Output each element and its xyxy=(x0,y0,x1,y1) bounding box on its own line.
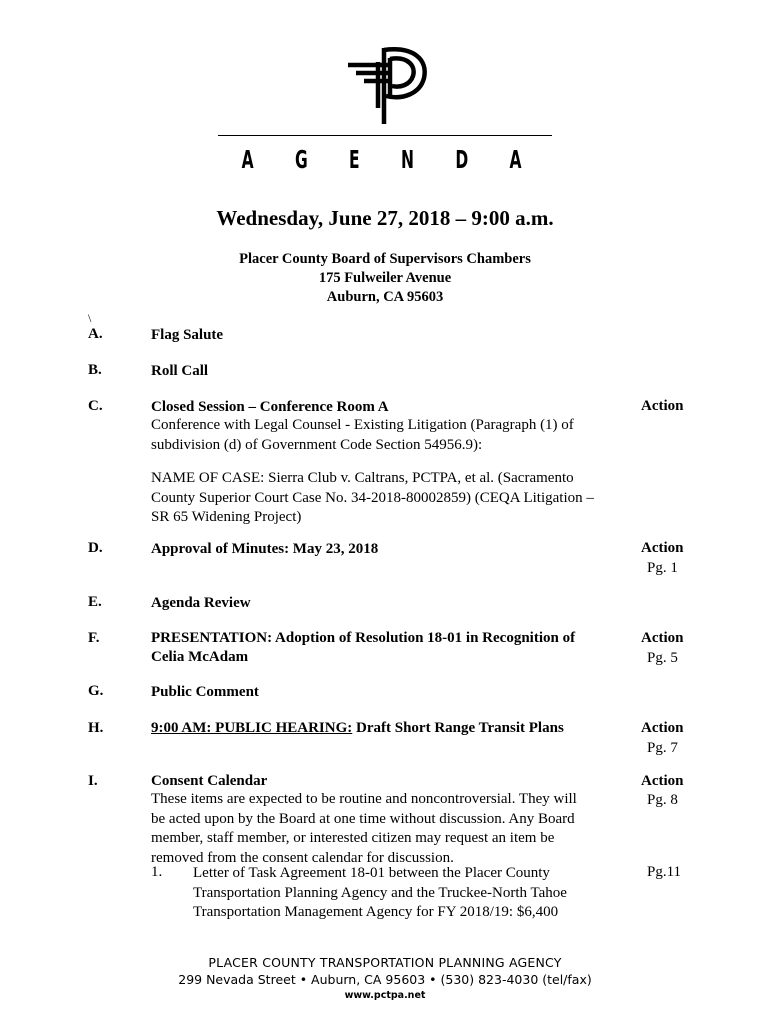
page-reference: Pg. 7 xyxy=(647,740,678,756)
meeting-venue xyxy=(0,250,770,307)
item-letter: H. xyxy=(88,720,104,736)
meeting-date: Wednesday, June 27, 2018 – 9:00 a.m. xyxy=(216,206,554,230)
sub-item-text xyxy=(193,864,613,923)
description-line: member, staff member, or interested citizen may request an item be xyxy=(151,830,555,847)
item-letter: I. xyxy=(88,773,98,789)
description-line: SR 65 Widening Project) xyxy=(151,509,302,526)
sub-item-line: Letter of Task Agreement 18-01 between the Placer County xyxy=(193,865,550,881)
description-line: NAME OF CASE: Sierra Club v. Caltrans, PCTPA, et al. (Sacramento xyxy=(151,470,574,486)
action-label: Action xyxy=(641,773,684,789)
header-rule xyxy=(218,135,552,136)
description-line: Conference with Legal Counsel - Existing Litigation (Paragraph (1) of xyxy=(151,417,574,433)
item-letter: F. xyxy=(88,630,100,646)
hearing-title: Draft Short Range Transit Plans xyxy=(352,720,564,736)
item-description xyxy=(151,416,621,455)
agenda-title: A G E N D A xyxy=(241,145,540,174)
footer-agency: PLACER COUNTY TRANSPORTATION PLANNING AGENCY xyxy=(208,955,562,970)
sub-item-line: Transportation Management Agency for FY 2018/19: $6,400 xyxy=(193,904,559,921)
description-line: removed from the consent calendar for discussion. xyxy=(151,849,454,866)
item-description xyxy=(151,790,621,868)
item-letter: E. xyxy=(88,594,102,610)
sub-item-line: Transportation Planning Agency and the Truckee-North Tahoe xyxy=(193,884,567,901)
description-line: County Superior Court Case No. 34-2018-80002859) (CEQA Litigation – xyxy=(151,489,594,506)
stray-mark: \ xyxy=(88,311,92,325)
title-line: Celia McAdam xyxy=(151,649,249,665)
pctpa-logo xyxy=(342,38,434,128)
action-label: Action xyxy=(641,630,684,646)
item-title: Consent Calendar xyxy=(151,773,268,789)
description-line: subdivision (d) of Government Code Section 54956.9): xyxy=(151,436,483,453)
item-title: Roll Call xyxy=(151,363,209,379)
item-letter: G. xyxy=(88,683,104,699)
description-line: These items are expected to be routine and noncontroversial. They will xyxy=(151,791,577,807)
sub-item-number: 1. xyxy=(151,864,163,880)
item-title: Approval of Minutes: May 23, 2018 xyxy=(151,541,379,557)
page-reference: Pg.11 xyxy=(647,864,682,880)
item-title: Agenda Review xyxy=(151,595,251,611)
item-letter: D. xyxy=(88,540,103,556)
footer-website: www.pctpa.net xyxy=(344,990,426,1001)
action-label: Action xyxy=(641,398,684,414)
page-reference: Pg. 8 xyxy=(647,792,678,808)
item-title xyxy=(151,629,575,667)
item-title: Flag Salute xyxy=(151,327,224,343)
item-letter: C. xyxy=(88,398,103,414)
title-line: PRESENTATION: Adoption of Resolution 18-01 in Recognition of xyxy=(151,630,576,646)
item-title: Public Comment xyxy=(151,684,259,700)
venue-line: Placer County Board of Supervisors Chambers xyxy=(239,251,531,267)
item-title xyxy=(151,719,564,738)
item-letter: A. xyxy=(88,326,103,342)
venue-line: Auburn, CA 95603 xyxy=(326,289,444,305)
item-title: Closed Session – Conference Room A xyxy=(151,399,389,415)
page-reference: Pg. 1 xyxy=(647,560,678,576)
description-line: be acted upon by the Board at one time without discussion. Any Board xyxy=(151,810,575,827)
hearing-label: 9:00 AM: PUBLIC HEARING: xyxy=(151,720,353,736)
page-reference: Pg. 5 xyxy=(647,650,678,666)
action-label: Action xyxy=(641,540,684,556)
item-letter: B. xyxy=(88,362,102,378)
footer-address: 299 Nevada Street • Auburn, CA 95603 • (530) 823-4030 (tel/fax) xyxy=(178,972,592,987)
venue-line: 175 Fulweiler Avenue xyxy=(318,270,452,286)
action-label: Action xyxy=(641,720,684,736)
case-description xyxy=(151,469,621,528)
